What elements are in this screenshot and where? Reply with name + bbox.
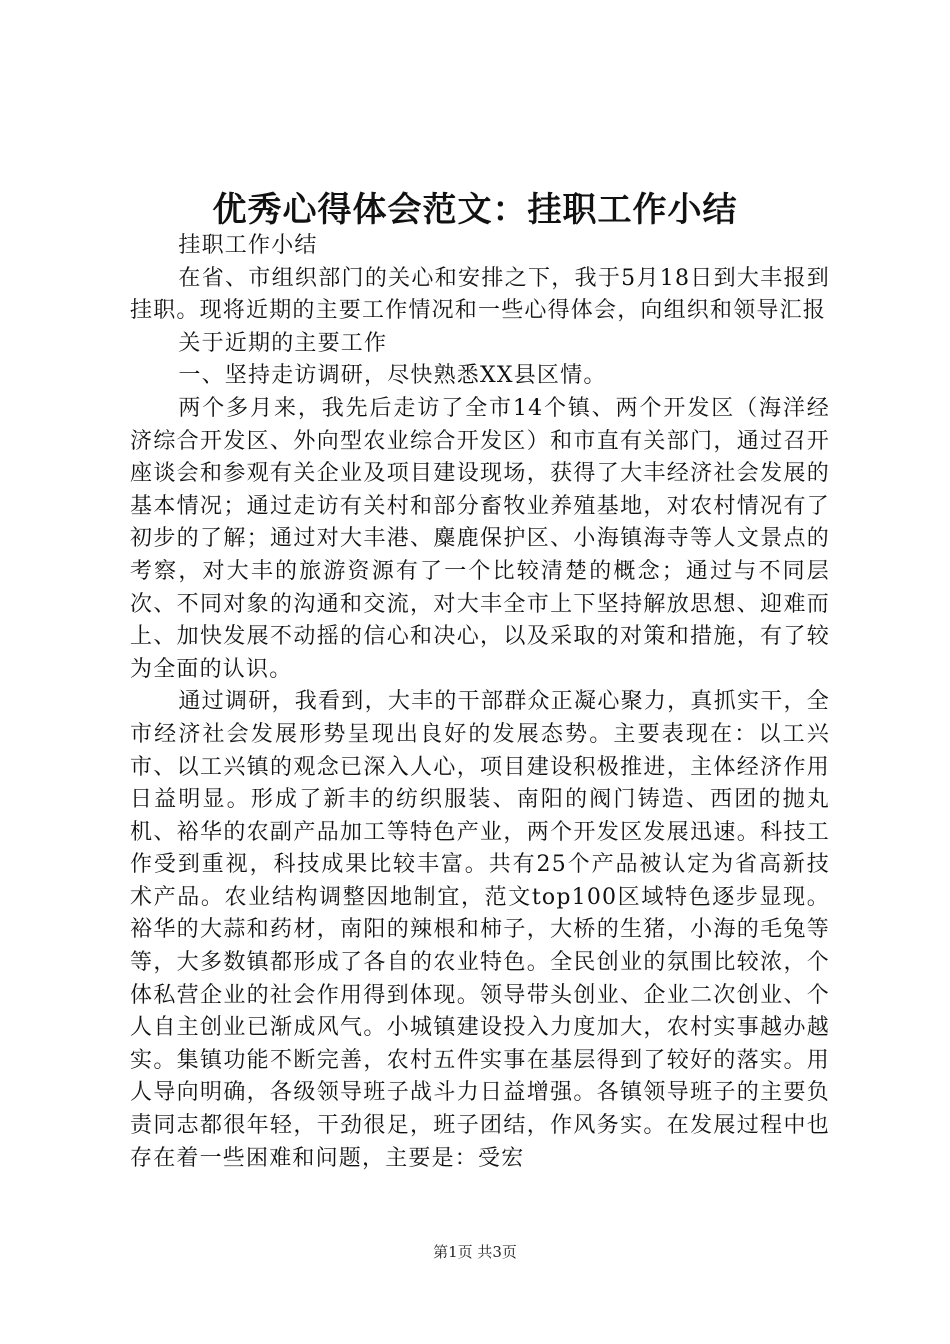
paragraph-item-heading: 一、坚持走访调研，尽快熟悉XX县区情。 xyxy=(178,363,607,389)
document-body xyxy=(130,230,830,1175)
paragraph-body: 两个多月来，我先后走访了全市14个镇、两个开发区（海洋经济综合开发区、外向型农业综合开发区）和市直有关部门，通过召开座谈会和参观有关企业及项目建设现场，获得了大丰经济社会发展的基本情况；通过走访有关村和部分畜牧业养殖基地，对农村情况有了初步的了解；通过对大丰港、麋鹿保护区、小海镇海寺等人文景点的考察，对大丰的旅游资源有了一个比较清楚的概念；通过与不同层次、不同对象的沟通和交流，对大丰全市上下坚持解放思想、迎难而上、加快发展不动摇的信心和决心，以及采取的对策和措施，有了较为全面的认识。 xyxy=(130,395,830,682)
paragraph-section-heading: 关于近期的主要工作 xyxy=(178,330,388,356)
document-title: 优秀心得体会范文：挂职工作小结 xyxy=(212,190,738,230)
page-number: 第1页 共3页 xyxy=(433,1243,517,1261)
paragraph-body: 通过调研，我看到，大丰的干部群众正凝心聚力，真抓实干，全市经济社会发展形势呈现出良好的发展态势。主要表现在：以工兴市、以工兴镇的观念已深入人心，项目建设积极推进，主体经济作用日益明显。形成了新丰的纺织服装、南阳的阀门铸造、西团的抛丸机、裕华的农副产品加工等特色产业，两个开发区发展迅速。科技工作受到重视，科技成果比较丰富。共有25个产品被认定为省高新技术产品。农业结构调整因地制宜，范文top100区域特色逐步显现。裕华的大蒜和药材，南阳的辣根和柿子，大桥的生猪，小海的毛兔等等，大多数镇都形成了各自的农业特色。全民创业的氛围比较浓，个体私营企业的社会作用得到体现。领导带头创业、企业二次创业、个人自主创业已渐成风气。小城镇建设投入力度加大，农村实事越办越实。集镇功能不断完善，农村五件实事在基层得到了较好的落实。用人导向明确，各级领导班子战斗力日益增强。各镇领导班子的主要负责同志都很年轻，干劲很足，班子团结，作风务实。在发展过程中也存在着一些困难和问题，主要是：受宏 xyxy=(130,689,830,1171)
paragraph-subtitle: 挂职工作小结 xyxy=(178,233,318,258)
paragraph-intro: 在省、市组织部门的关心和安排之下，我于5月18日到大丰报到挂职。现将近期的主要工作情况和一些心得体会，向组织和领导汇报 xyxy=(130,265,830,324)
